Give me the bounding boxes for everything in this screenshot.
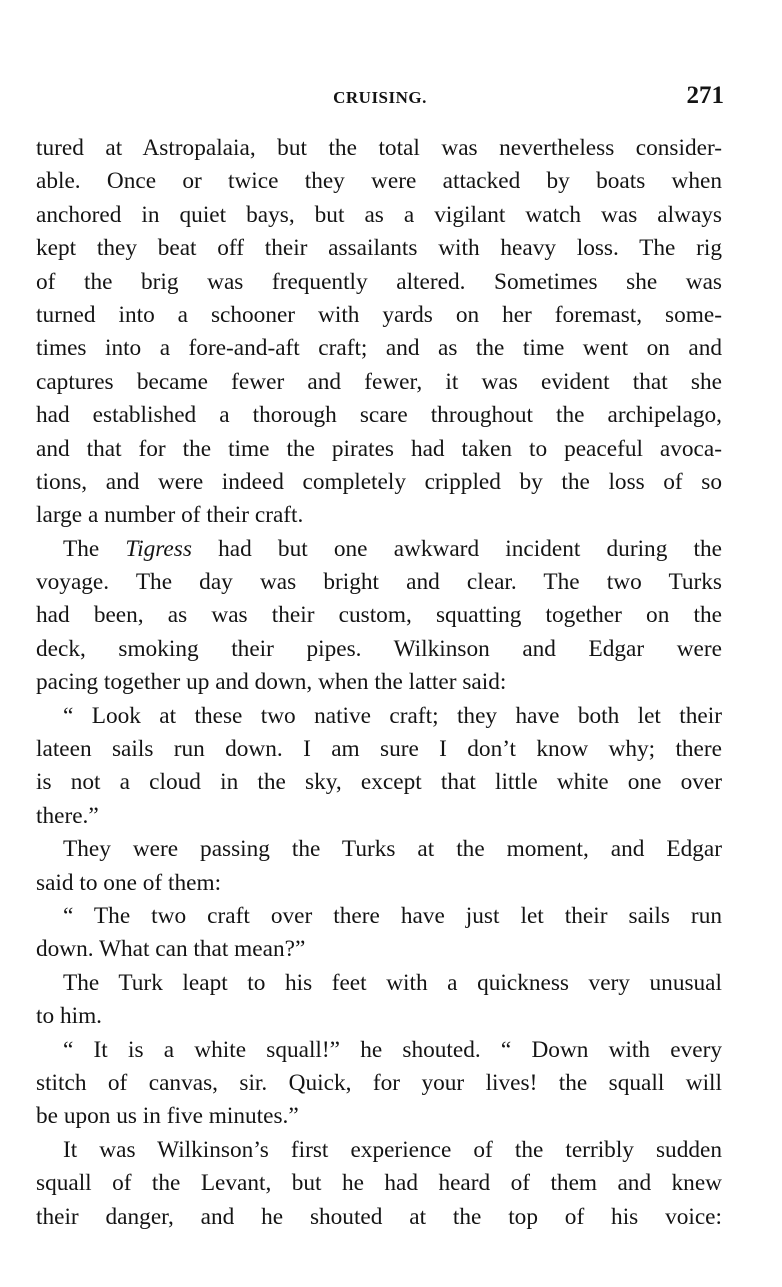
- text-line: “ It is a white squall!” he shouted. “ Down with every: [63, 1036, 722, 1063]
- text-line: there.”: [36, 802, 99, 829]
- text-line: captures became fewer and fewer, it was evident that she: [36, 368, 722, 395]
- running-title: CRUISING.: [333, 88, 427, 107]
- text-line: turned into a schooner with yards on her foremast, some-: [36, 301, 722, 328]
- text-segment: The: [63, 535, 126, 562]
- text-line: tions, and were indeed completely crippled by the loss of so: [36, 468, 722, 495]
- text-line: be upon us in five minutes.”: [36, 1103, 299, 1130]
- text-line: pacing together up and down, when the latter said:: [36, 669, 507, 696]
- text-line: to him.: [36, 1003, 103, 1030]
- text-line: [36, 533, 722, 566]
- text-line: “ Look at these two native craft; they have both let their: [63, 702, 722, 729]
- text-line: lateen sails run down. I am sure I don’t know why; there: [36, 736, 722, 763]
- text-line: down. What can that mean?”: [36, 936, 306, 963]
- text-line: The Turk leapt to his feet with a quickness very unusual: [63, 969, 722, 996]
- text-line: and that for the time the pirates had taken to peaceful avoca-: [36, 435, 722, 462]
- text-line: voyage. The day was bright and clear. The two Turks: [36, 569, 722, 596]
- text-line: large a number of their craft.: [36, 502, 304, 529]
- running-head: [36, 82, 724, 116]
- text-segment: had but one awkward incident during the: [191, 535, 723, 562]
- text-line: It was Wilkinson’s first experience of the terribly sudden: [63, 1136, 722, 1163]
- text-line: They were passing the Turks at the moment, and Edgar: [63, 836, 722, 863]
- text-line: squall of the Levant, but he had heard of them and knew: [36, 1170, 722, 1197]
- text-line: tured at Astropalaia, but the total was nevertheless consider-: [36, 135, 722, 161]
- text-line: “ The two craft over there have just let their sails run: [63, 902, 722, 929]
- text-line: anchored in quiet bays, but as a vigilant watch was always: [36, 201, 722, 228]
- text-line: kept they beat off their assailants with heavy loss. The rig: [36, 235, 722, 262]
- text-line: of the brig was frequently altered. Sometimes she was: [36, 268, 722, 295]
- text-line: deck, smoking their pipes. Wilkinson and Edgar were: [36, 635, 722, 662]
- text-line: had been, as was their custom, squatting together on the: [36, 602, 722, 629]
- text-line: said to one of them:: [36, 869, 222, 896]
- page-number: 271: [686, 82, 724, 109]
- text-line: their danger, and he shouted at the top of his voice:: [36, 1203, 722, 1230]
- body-text: [36, 132, 722, 1234]
- text-line: had established a thorough scare throughout the archipelago,: [36, 402, 722, 429]
- text-line: times into a fore-and-aft craft; and as the time went on and: [36, 335, 722, 362]
- text-line: stitch of canvas, sir. Quick, for your lives! the squall will: [36, 1069, 722, 1096]
- text-line: able. Once or twice they were attacked by boats when: [36, 168, 722, 195]
- ship-name: Tigress: [125, 535, 192, 562]
- text-line: is not a cloud in the sky, except that little white one over: [36, 769, 722, 796]
